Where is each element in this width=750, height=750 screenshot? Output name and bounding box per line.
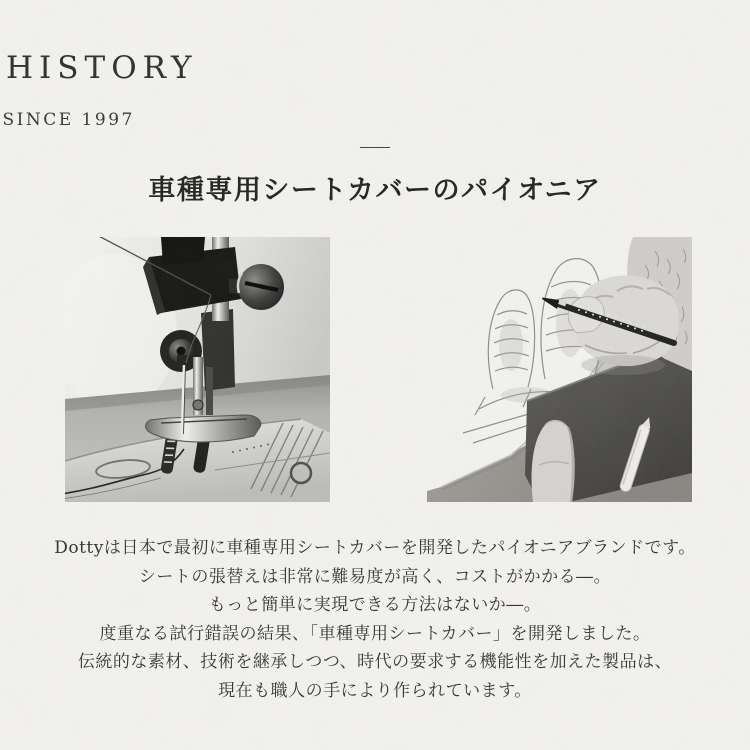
section-tagline: 車種専用シートカバーのパイオニア (148, 175, 602, 206)
photo-sewing-machine (65, 237, 330, 502)
sewing-machine-illustration (65, 237, 330, 502)
divider-line (360, 147, 390, 148)
section-subtitle: SINCE 1997 (2, 110, 135, 130)
section-title: HISTORY (6, 50, 198, 86)
body-copy (0, 534, 750, 706)
photo-seat-sketch (427, 237, 692, 502)
body-line: 現在も職人の手により作られています。 (218, 680, 532, 701)
body-line: Dottyは日本で最初に車種専用シートカバーを開発したパイオニアブランドです。 (54, 538, 696, 558)
body-line: 伝統的な素材、技術を継承しつつ、時代の要求する機能性を加えた製品は、 (77, 652, 673, 673)
body-line: シートの張替えは非常に難易度が高く、コストがかかる―。 (138, 566, 612, 587)
seat-sketch-illustration (427, 237, 692, 502)
body-line: もっと簡単に実現できる方法はないか―。 (208, 595, 542, 616)
body-line: 度重なる試行錯誤の結果、「車種専用シートカバー」を開発しました。 (99, 623, 651, 644)
